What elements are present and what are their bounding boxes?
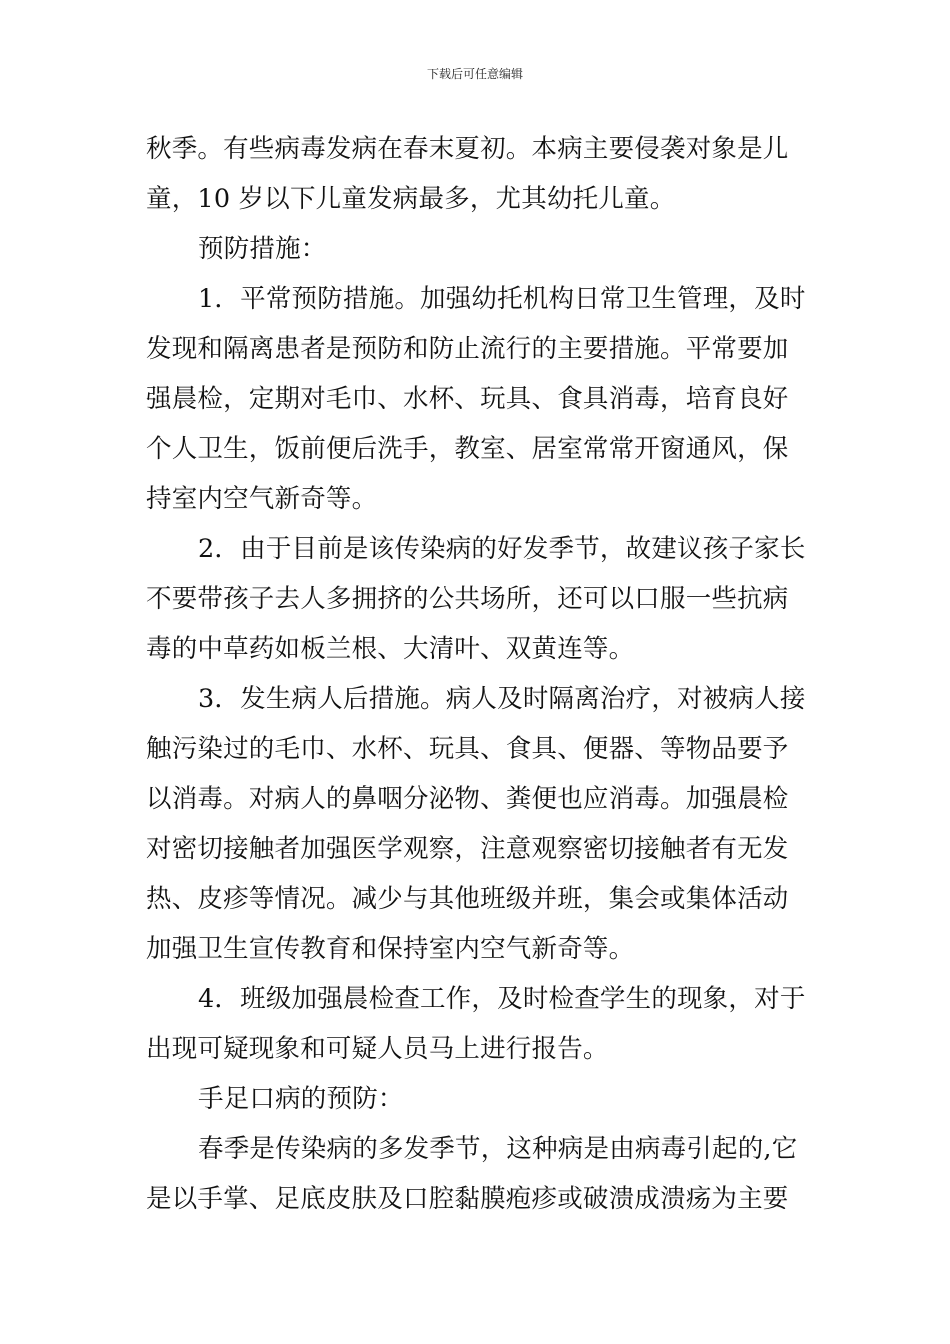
text-line: 加强卫生宣传教育和保持室内空气新奇等。: [146, 934, 635, 964]
paragraph-start: 春季是传染病的多发季节，这种病是由病毒引起的,它: [198, 1134, 798, 1164]
text-line: 不要带孩子去人多拥挤的公共场所，还可以口服一些抗病: [146, 584, 789, 614]
text-line: 触污染过的毛巾、水杯、玩具、食具、便器、等物品要予: [146, 734, 789, 764]
text-line: 以消毒。对病人的鼻咽分泌物、粪便也应消毒。加强晨检: [146, 784, 789, 814]
text-line: 童，10 岁以下儿童发病最多，尤其幼托儿童。: [146, 184, 676, 214]
text-line: 对密切接触者加强医学观察，注意观察密切接触者有无发: [146, 834, 789, 864]
text-line: 发现和隔离患者是预防和防止流行的主要措施。平常要加: [146, 334, 789, 364]
section-heading: 预防措施：: [198, 234, 327, 264]
text-line: 是以手掌、足底皮肤及口腔黏膜疱疹或破溃成溃疡为主要: [146, 1184, 789, 1214]
text-line: 强晨检，定期对毛巾、水杯、玩具、食具消毒，培育良好: [146, 384, 789, 414]
page-header-note: 下载后可任意编辑: [426, 67, 523, 81]
text-line: 毒的中草药如板兰根、大清叶、双黄连等。: [146, 634, 635, 664]
list-item-start: 3．发生病人后措施。病人及时隔离治疗，对被病人接: [198, 684, 806, 714]
text-line: 出现可疑现象和可疑人员马上进行报告。: [146, 1034, 609, 1064]
text-line: 持室内空气新奇等。: [146, 484, 378, 514]
section-heading: 手足口病的预防：: [198, 1084, 404, 1114]
text-line: 个人卫生，饭前便后洗手，教室、居室常常开窗通风，保: [146, 434, 789, 464]
text-line: 热、皮疹等情况。减少与其他班级并班，集会或集体活动: [146, 884, 789, 914]
text-line: 秋季。有些病毒发病在春末夏初。本病主要侵袭对象是儿: [146, 134, 789, 164]
list-item-start: 4．班级加强晨检查工作，及时检查学生的现象，对于: [198, 984, 806, 1014]
list-item-start: 2．由于目前是该传染病的好发季节，故建议孩子家长: [198, 534, 806, 564]
list-item-start: 1．平常预防措施。加强幼托机构日常卫生管理，及时: [198, 284, 806, 314]
document-body: [146, 124, 810, 1224]
